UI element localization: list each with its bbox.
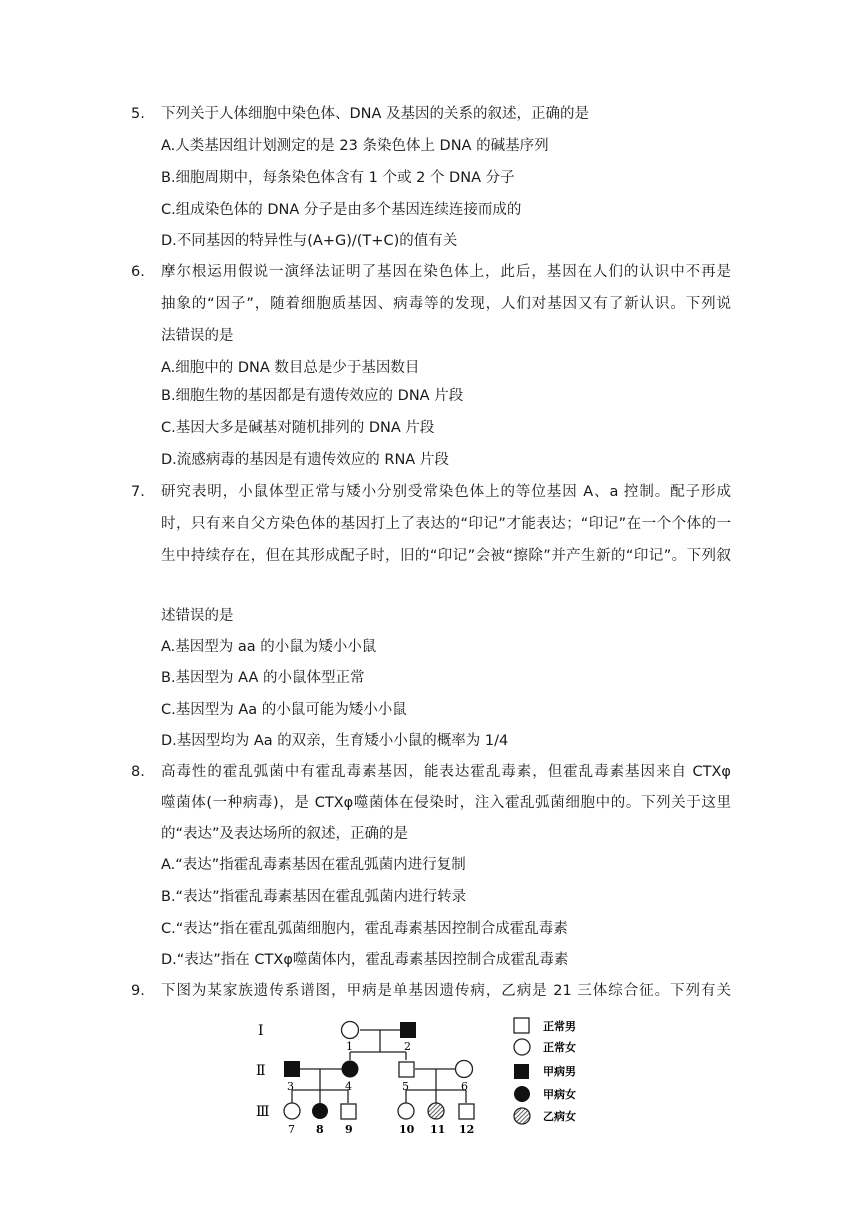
individual-number-5: 5 — [402, 1080, 409, 1093]
q8-stem-line-3: 的“表达”及表达场所的叙述，正确的是 — [161, 826, 409, 842]
q6-stem-line-2: 抽象的“因子”，随着细胞质基因、病毒等的发现，人们对基因又有了新认识。下列说 — [161, 296, 731, 312]
individual-number-3: 3 — [287, 1080, 294, 1093]
individual-number-2: 2 — [404, 1040, 411, 1053]
individual-number-9: 9 — [345, 1123, 353, 1136]
legend-normal-male-icon — [514, 1018, 529, 1033]
q7-option-c: C.基因型为 Aa 的小鼠可能为矮小小鼠 — [161, 702, 407, 718]
legend-affected-female-label: 甲病女 — [543, 1088, 576, 1101]
individual-1-normal-female — [342, 1022, 359, 1039]
q8-stem-line-2: 噬菌体(一种病毒)，是 CTXφ噬菌体在侵染时，注入霍乱弧菌细胞中的。下列关于这里 — [161, 795, 731, 811]
q5-stem: 下列关于人体细胞中染色体、DNA 及基因的关系的叙述，正确的是 — [161, 106, 590, 122]
q6-option-d: D.流感病毒的基因是有遗传效应的 RNA 片段 — [161, 452, 449, 468]
individual-number-8: 8 — [316, 1123, 324, 1136]
generation-label-2: Ⅱ — [256, 1063, 266, 1079]
individual-11-disease-b-female — [428, 1103, 444, 1119]
q5-option-b: B.细胞周期中，每条染色体含有 1 个或 2 个 DNA 分子 — [161, 170, 515, 186]
legend-disease-b-female-label: 乙病女 — [543, 1110, 576, 1123]
individual-2-affected-male — [400, 1022, 416, 1038]
q5-option-d: D.不同基因的特异性与(A+G)/(T+C)的值有关 — [161, 233, 458, 249]
q7-number: 7. — [131, 484, 145, 500]
individual-12-normal-male — [459, 1104, 474, 1119]
q7-option-a: A.基因型为 aa 的小鼠为矮小小鼠 — [161, 639, 377, 655]
individual-number-12: 12 — [459, 1123, 475, 1136]
individual-number-11: 11 — [430, 1123, 446, 1136]
individual-8-affected-female — [312, 1103, 328, 1119]
individual-number-1: 1 — [346, 1040, 353, 1053]
q7-stem-line-3: 生中持续存在，但在其形成配子时，旧的“印记”会被“擦除”并产生新的“印记”。下列叙 — [161, 548, 731, 564]
q6-option-c: C.基因大多是碱基对随机排列的 DNA 片段 — [161, 420, 435, 436]
q8-option-d: D.“表达”指在 CTXφ噬菌体内，霍乱毒素基因控制合成霍乱毒素 — [161, 952, 569, 968]
q7-option-b: B.基因型为 AA 的小鼠体型正常 — [161, 670, 365, 686]
q8-option-b: B.“表达”指霍乱毒素基因在霍乱弧菌内进行转录 — [161, 889, 467, 905]
q6-stem-line-3: 法错误的是 — [161, 328, 234, 344]
q8-stem-line-1: 高毒性的霍乱弧菌中有霍乱毒素基因，能表达霍乱毒素，但霍乱毒素基因来自 CTXφ — [161, 764, 731, 780]
generation-label-1: I — [258, 1023, 264, 1039]
q8-number: 8. — [131, 764, 145, 780]
q9-number: 9. — [131, 983, 145, 999]
legend-normal-female-icon — [514, 1039, 530, 1055]
individual-9-normal-male — [341, 1104, 356, 1119]
q6-stem-line-1: 摩尔根运用假说一演绎法证明了基因在染色体上，此后，基因在人们的认识中不再是 — [161, 264, 731, 280]
q9-stem: 下图为某家族遗传系谱图，甲病是单基因遗传病，乙病是 21 三体综合征。下列有关 — [161, 983, 731, 999]
q5-option-c: C.组成染色体的 DNA 分子是由多个基因连续连接而成的 — [161, 202, 522, 218]
q6-option-b: B.细胞生物的基因都是有遗传效应的 DNA 片段 — [161, 388, 464, 404]
individual-7-normal-female — [284, 1103, 300, 1119]
individual-number-6: 6 — [461, 1080, 468, 1093]
legend-affected-male-icon — [514, 1064, 529, 1079]
q7-stem-line-1: 研究表明，小鼠体型正常与矮小分别受常染色体上的等位基因 A、a 控制。配子形成 — [161, 484, 731, 500]
q6-number: 6. — [131, 264, 145, 280]
individual-10-normal-female — [398, 1103, 414, 1119]
legend-affected-male-label: 甲病男 — [543, 1065, 576, 1078]
q7-stem-line-4: 述错误的是 — [161, 608, 234, 624]
q7-stem-line-2: 时，只有来自父方染色体的基因打上了表达的“印记”才能表达；“印记”在一个个体的一 — [161, 516, 731, 532]
individual-number-4: 4 — [345, 1080, 352, 1093]
q5-number: 5. — [131, 106, 145, 122]
pedigree-diagram — [248, 1012, 593, 1140]
q7-option-d: D.基因型均为 Aa 的双亲，生育矮小小鼠的概率为 1/4 — [161, 733, 509, 749]
individual-number-7: 7 — [288, 1123, 295, 1136]
individual-4-affected-female — [342, 1061, 359, 1078]
q6-option-a: A.细胞中的 DNA 数目总是少于基因数目 — [161, 360, 420, 376]
legend-disease-b-female-icon — [514, 1108, 530, 1124]
legend-normal-female-label: 正常女 — [543, 1041, 576, 1054]
q8-option-a: A.“表达”指霍乱毒素基因在霍乱弧菌内进行复制 — [161, 857, 466, 873]
individual-5-normal-male — [399, 1062, 414, 1077]
q8-option-c: C.“表达”指在霍乱弧菌细胞内，霍乱毒素基因控制合成霍乱毒素 — [161, 921, 568, 937]
legend-affected-female-icon — [514, 1086, 530, 1102]
q5-option-a: A.人类基因组计划测定的是 23 条染色体上 DNA 的碱基序列 — [161, 138, 549, 154]
generation-label-3: Ⅲ — [256, 1104, 270, 1120]
individual-3-affected-male — [284, 1061, 300, 1077]
legend-normal-male-label: 正常男 — [543, 1020, 576, 1033]
individual-6-normal-female — [456, 1061, 473, 1078]
individual-number-10: 10 — [399, 1123, 415, 1136]
